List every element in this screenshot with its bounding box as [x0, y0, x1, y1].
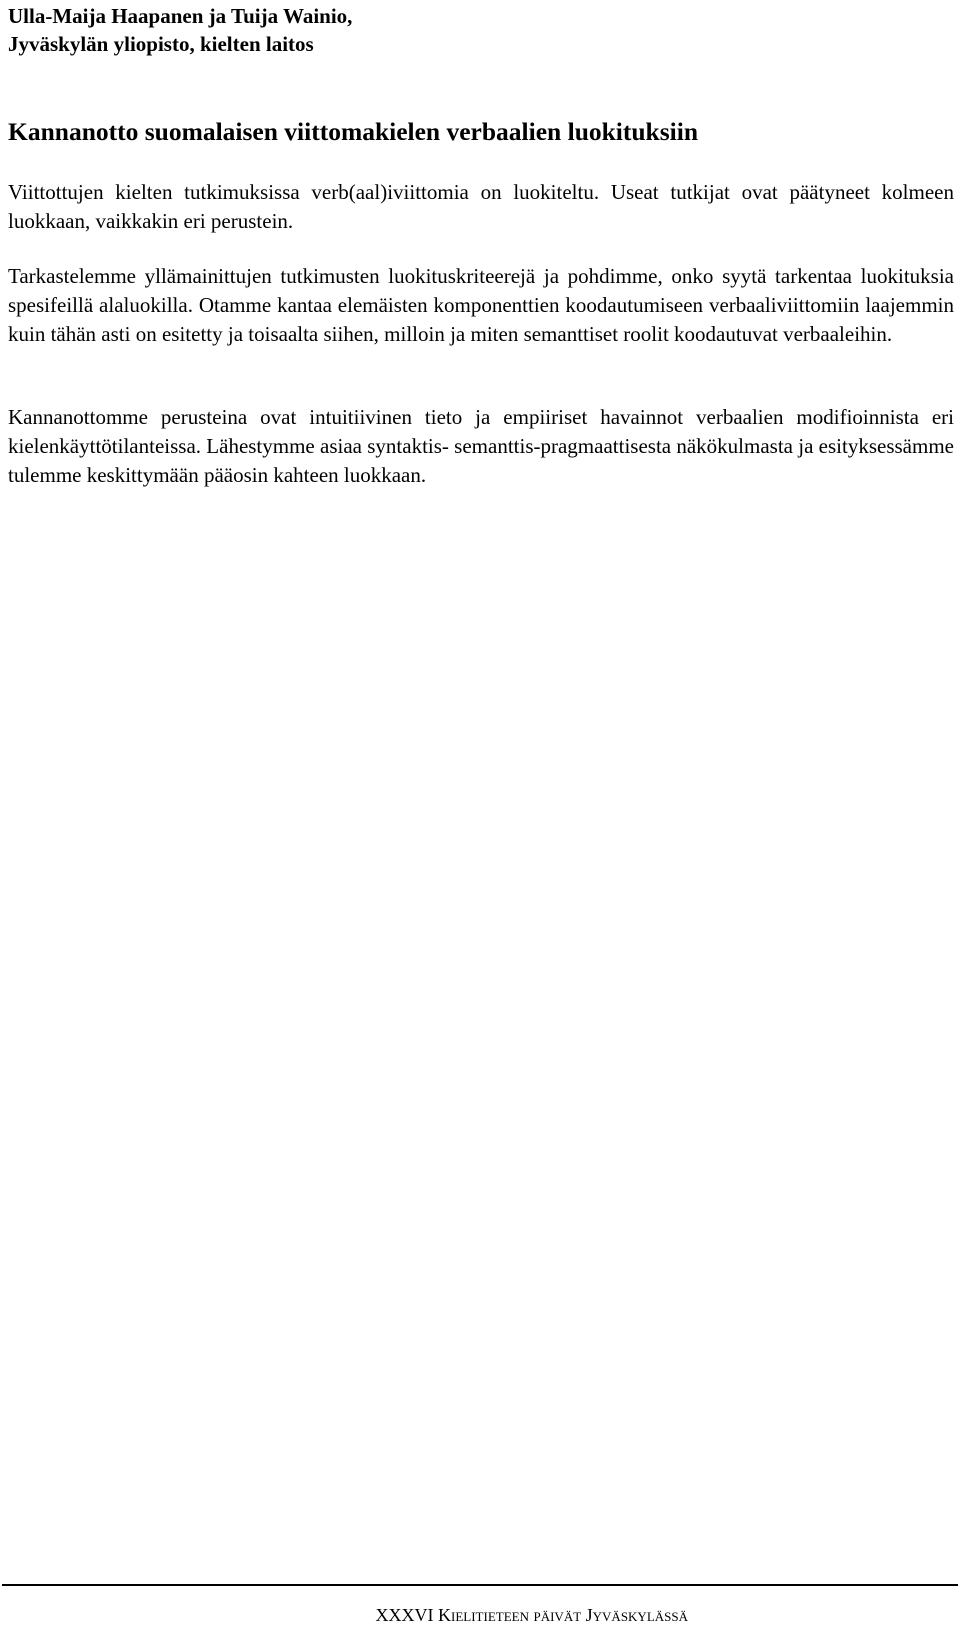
paragraph-1: Viittottujen kielten tutkimuksissa verb(aal)iviittomia on luokiteltu. Useat tutkijat ovat päätyneet kolmeen luokkaan, vaikkakin eri perustein. [8, 180, 954, 233]
affiliation-line: Jyväskylän yliopisto, kielten laitos [8, 32, 314, 56]
authors-line: Ulla-Maija Haapanen ja Tuija Wainio, [8, 4, 353, 28]
footer-divider [2, 1584, 958, 1586]
article-title: Kannanotto suomalaisen viittomakielen verbaalien luokituksiin [8, 117, 699, 146]
paragraph-3: Kannanottomme perusteina ovat intuitiivinen tieto ja empiiriset havainnot verbaalien modifioinnista eri kielenkäyttötilanteissa. Lähestymme asiaa syntaktis- semanttis-pragmaattisesta näkökulmasta ja esityksessämme tulemme keskittymään pääosin kahteen luokkaan. [8, 405, 954, 487]
author-block [8, 2, 928, 58]
footer-text: XXXVI Kielitieteen päivät Jyväskylässä [375, 1605, 688, 1625]
paragraph-2: Tarkastelemme yllämainittujen tutkimusten luokituskriteerejä ja pohdimme, onko syytä tarkentaa luokituksia spesifeillä alaluokilla. Otamme kantaa elemäisten komponenttien koodautumiseen verbaaliviittomiin laajemmin kuin tähän asti on esitetty ja toisaalta siihen, milloin ja miten semanttiset roolit koodautuvat verbaaleihin. [8, 264, 954, 346]
